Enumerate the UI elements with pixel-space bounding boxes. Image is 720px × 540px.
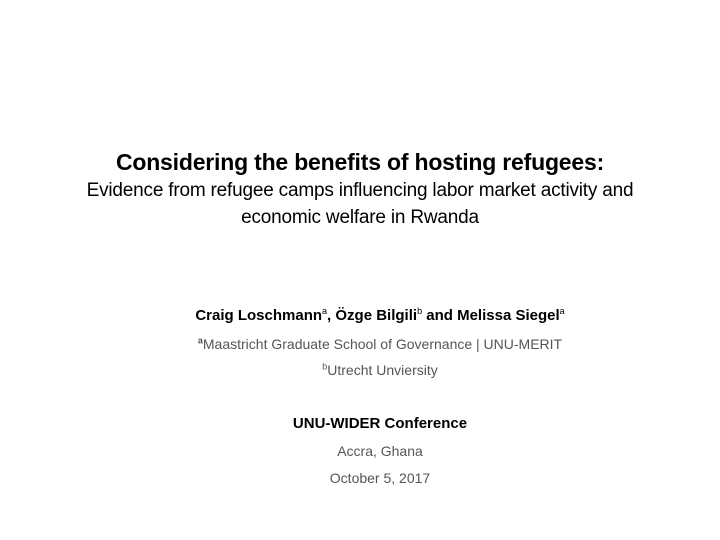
affiliation-text: Utrecht Unviersity xyxy=(327,362,438,378)
author-name: Melissa Siegel xyxy=(457,307,560,324)
author-affiliation-mark: a xyxy=(559,306,565,316)
affiliation-mark: b xyxy=(322,361,328,372)
affiliation-text: Maastricht Graduate School of Governance | UNU-MERIT xyxy=(202,336,563,352)
author-affiliation-mark: a xyxy=(322,306,328,316)
conference-date: October 5, 2017 xyxy=(329,470,431,486)
conference-location: Accra, Ghana xyxy=(337,443,423,459)
affiliation-mark: a xyxy=(197,335,203,346)
author-affiliation-mark: b xyxy=(417,306,423,316)
affiliation xyxy=(100,360,660,380)
slide-subtitle-line-2: economic welfare in Rwanda xyxy=(241,207,479,228)
slide-subtitle-line-1: Evidence from refugee camps influencing labor market activity and xyxy=(86,180,634,201)
slide-title: Considering the benefits of hosting refugees: xyxy=(115,149,605,175)
authors-block xyxy=(100,306,660,380)
affiliation xyxy=(100,334,660,354)
conference-name: UNU-WIDER Conference xyxy=(292,415,468,432)
author-separator: , xyxy=(327,307,336,324)
author-name: Özge Bilgili xyxy=(335,307,418,324)
title-block xyxy=(20,147,700,231)
author-list xyxy=(100,306,660,326)
author-name: Craig Loschmann xyxy=(195,307,323,324)
conference-block xyxy=(100,414,660,488)
author-separator: and xyxy=(422,307,458,324)
